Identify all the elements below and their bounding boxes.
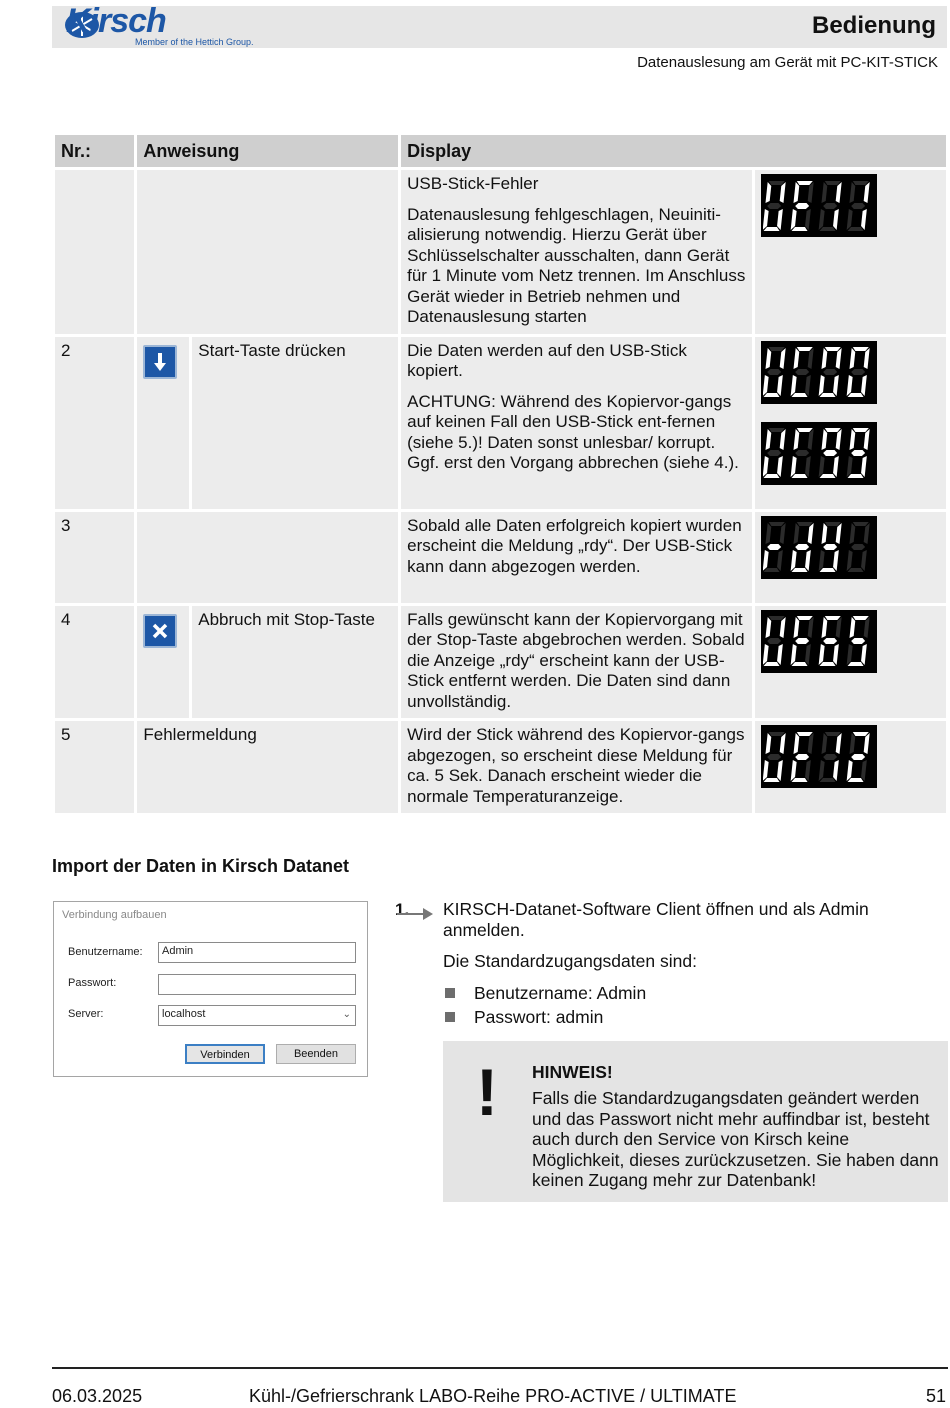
digit-C <box>791 428 814 478</box>
bullet-text: Passwort: admin <box>474 1007 604 1027</box>
header-display: Display <box>401 135 946 167</box>
bullet-text: Benutzername: Admin <box>474 983 647 1003</box>
import-title: Import der Daten in Kirsch Datanet <box>52 856 350 876</box>
display-description <box>401 721 752 813</box>
start-key-icon <box>143 345 177 379</box>
notice-box <box>443 1041 948 1202</box>
display-readout-cell <box>755 606 946 719</box>
digit-blank <box>847 522 870 572</box>
display-paragraph: Falls gewünscht kann der Kopiervorgang mit der Stop-Taste abgebrochen werden. Sobald die Anzeige „rdy“ erscheint kann der USB-Stick entfernt werden. Die Daten sind dann unvollständig. <box>407 609 745 711</box>
digit-2 <box>847 732 870 782</box>
seven-segment-readout <box>763 425 875 481</box>
footer-divider <box>52 1367 948 1369</box>
digit-1 <box>847 181 870 231</box>
digit-r <box>763 522 786 572</box>
bullet-username <box>445 983 646 1004</box>
username-label: Benutzername: <box>68 946 143 958</box>
digit-U <box>763 181 786 231</box>
table-row <box>55 170 946 334</box>
digit-E <box>791 732 814 782</box>
segment-display <box>761 341 877 404</box>
table-row <box>55 606 946 719</box>
digit-0 <box>819 347 842 397</box>
display-paragraph: Datenauslesung fehlgeschlagen, Neuiniti-alisierung notwendig. Hierzu Gerät über Schlüsselschalter ausschalten, dann Gerät für 1 Minute vom Netz trennen. Im Anschluss Gerät wieder in Betrieb nehmen und Datenauslesung starten <box>407 204 746 326</box>
notice-text: Falls die Standardzugangsdaten geändert werden und das Passwort nicht mehr auffindbar ist, besteht auch durch den Service von Kirsch keine Möglichkeit, dieses zurückzusetzen. Sie haben dann keinen Zugang mehr zur Datenbank! <box>532 1088 939 1190</box>
digit-1 <box>819 181 842 231</box>
password-field[interactable] <box>158 974 356 995</box>
bullet-square-icon <box>445 1012 455 1022</box>
digit-E <box>791 616 814 666</box>
seven-segment-readout <box>763 729 875 785</box>
bullet-square-icon <box>445 988 455 998</box>
connect-button[interactable]: Verbinden <box>185 1044 265 1064</box>
table-row <box>55 721 946 813</box>
down-arrow-icon <box>153 352 167 372</box>
stop-key-icon <box>143 614 177 648</box>
digit-d <box>791 522 814 572</box>
seven-segment-readout <box>763 519 875 575</box>
step-number: 1. <box>395 900 410 919</box>
display-paragraph: Die Daten werden auf den USB-Stick kopiert. <box>407 340 687 380</box>
segment-display <box>761 422 877 485</box>
segment-display <box>761 174 877 237</box>
instruction-text: Fehlermeldung <box>137 721 398 813</box>
row-number: 2 <box>55 337 134 509</box>
table-row <box>55 337 946 509</box>
digit-U <box>763 616 786 666</box>
step-text: KIRSCH-Datanet-Software Client öffnen und als Admin anmelden. <box>443 899 869 940</box>
notice-title: HINWEIS! <box>532 1062 613 1082</box>
digit-y <box>819 522 842 572</box>
server-value: localhost <box>162 1008 206 1020</box>
password-label: Passwort: <box>68 977 117 989</box>
digit-9 <box>819 428 842 478</box>
page-subtitle: Datenauslesung am Gerät mit PC-KIT-STICK <box>637 54 938 71</box>
section-title: Bedienung <box>812 12 936 39</box>
digit-U <box>763 428 786 478</box>
row-number: 4 <box>55 606 134 719</box>
display-readout-cell <box>755 721 946 813</box>
logo-text: Kirsch <box>66 2 166 40</box>
server-label: Server: <box>68 1008 104 1020</box>
table-row <box>55 512 946 603</box>
segment-display <box>761 725 877 788</box>
header-instruction: Anweisung <box>137 135 398 167</box>
logo-subtitle: Member of the Hettich Group. <box>135 37 254 47</box>
digit-0 <box>847 347 870 397</box>
instruction-text <box>137 170 398 334</box>
display-description <box>401 337 752 509</box>
display-paragraph: USB-Stick-Fehler <box>407 174 539 193</box>
row-number <box>55 170 134 334</box>
bullet-password <box>445 1007 603 1028</box>
display-readout-cell <box>755 170 946 334</box>
segment-display <box>761 516 877 579</box>
seven-segment-readout <box>763 178 875 234</box>
server-select[interactable] <box>158 1005 356 1026</box>
footer-title: Kühl-/Gefrierschrank LABO-Reihe PRO-ACTIVE / ULTIMATE <box>249 1386 737 1406</box>
row-number: 5 <box>55 721 134 813</box>
display-description <box>401 606 752 719</box>
display-paragraph: Sobald alle Daten erfolgreich kopiert wurden erscheint die Meldung „rdy“. Der USB-Stick kann dann abgezogen werden. <box>407 515 742 576</box>
display-readout-cell <box>755 337 946 509</box>
display-description <box>401 170 752 334</box>
display-paragraph: ACHTUNG: Während des Kopiervor-gangs auf keinen Fall den USB-Stick ent-fernen (siehe 5.)! Daten sonst unlesbar/ korrupt. Ggf. erst den Vorgang abbrechen (siehe 4.). <box>407 391 739 472</box>
table-header-row <box>55 135 946 167</box>
step-arrow-icon <box>397 906 435 920</box>
digit-5 <box>847 616 870 666</box>
digit-U <box>763 347 786 397</box>
footer-date: 06.03.2025 <box>52 1386 143 1406</box>
exclamation-icon: ! <box>476 1055 498 1129</box>
digit-C <box>791 347 814 397</box>
dialog-title: Verbindung aufbauen <box>62 909 167 921</box>
digit-E <box>791 181 814 231</box>
page-number: 51 <box>925 1386 946 1406</box>
instruction-text: Abbruch mit Stop-Taste <box>192 606 398 719</box>
default-credentials-text: Die Standardzugangsdaten sind: <box>443 951 697 971</box>
seven-segment-readout <box>763 613 875 669</box>
instruction-table <box>52 132 949 816</box>
digit-6 <box>819 616 842 666</box>
row-number: 3 <box>55 512 134 603</box>
digit-9 <box>847 428 870 478</box>
header-nr: Nr.: <box>55 135 134 167</box>
digit-1 <box>819 732 842 782</box>
exit-button[interactable]: Beenden <box>276 1044 356 1064</box>
instruction-text: Start-Taste drücken <box>192 337 398 509</box>
segment-display <box>761 610 877 673</box>
display-readout-cell <box>755 512 946 603</box>
digit-U <box>763 732 786 782</box>
username-field[interactable]: Admin <box>158 942 356 963</box>
key-cell <box>137 337 189 509</box>
display-description <box>401 512 752 603</box>
seven-segment-readout <box>763 344 875 400</box>
close-icon <box>151 622 169 640</box>
instruction-text <box>137 512 398 603</box>
chevron-down-icon: ⌄ <box>342 1009 351 1020</box>
login-dialog <box>53 901 368 1077</box>
display-paragraph: Wird der Stick während des Kopiervor-gangs abgezogen, so erscheint diese Meldung für ca. 5 Sek. Danach erscheint wieder die normale Temperaturanzeige. <box>407 725 745 806</box>
key-cell <box>137 606 189 719</box>
